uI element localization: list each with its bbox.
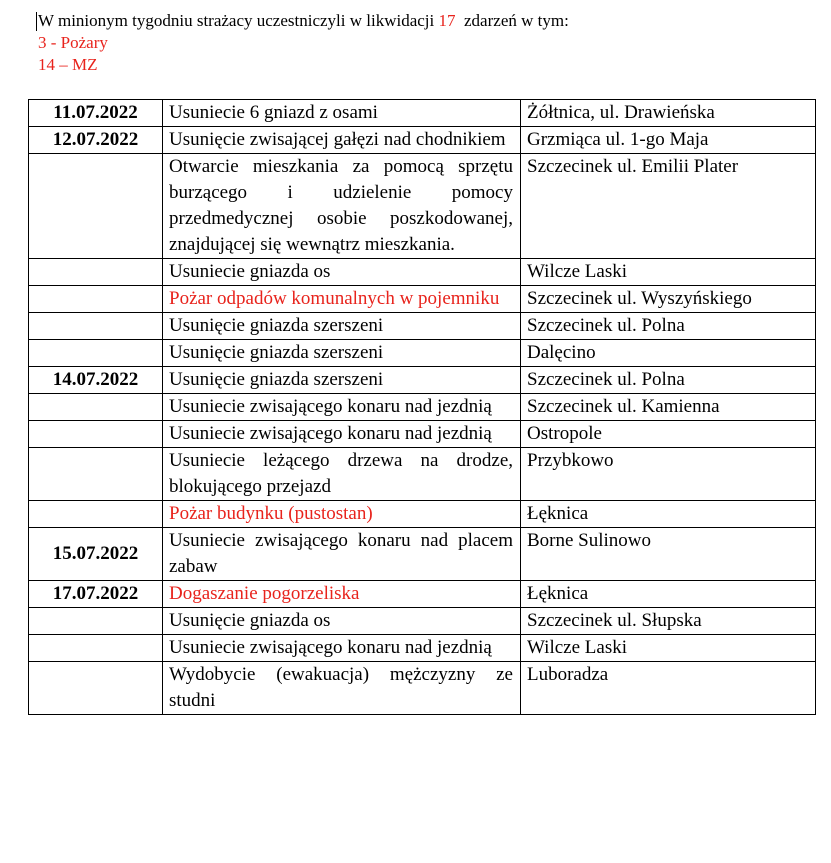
events-table [28,99,816,715]
event-date-cell: 17.07.2022 [29,581,163,608]
table-row [29,421,816,448]
text-cursor [36,12,37,31]
event-date-cell [29,662,163,715]
event-count: 17 [438,11,456,30]
event-location-cell: Szczecinek ul. Emilii Plater [521,154,816,259]
event-date-cell: 15.07.2022 [29,528,163,581]
table-row [29,100,816,127]
event-description-cell: Usuniecie zwisającego konaru nad placem zabaw [163,528,521,581]
event-location-cell: Grzmiąca ul. 1-go Maja [521,127,816,154]
event-location-cell: Wilcze Laski [521,635,816,662]
event-description-cell: Usunięcie gniazda os [163,608,521,635]
event-date-cell [29,394,163,421]
event-location-cell: Borne Sulinowo [521,528,816,581]
event-date-cell [29,501,163,528]
table-row [29,448,816,501]
table-row [29,367,816,394]
event-description-cell: Pożar odpadów komunalnych w pojemniku [163,286,521,313]
event-description-cell: Usunięcie gniazda szerszeni [163,340,521,367]
table-row [29,608,816,635]
intro-sentence [38,10,569,32]
event-description-cell: Usuniecie 6 gniazd z osami [163,100,521,127]
event-location-cell: Wilcze Laski [521,259,816,286]
table-row [29,662,816,715]
event-location-cell: Przybkowo [521,448,816,501]
event-location-cell: Dalęcino [521,340,816,367]
event-location-cell: Luboradza [521,662,816,715]
table-row [29,528,816,581]
event-date-cell [29,286,163,313]
event-date-cell [29,448,163,501]
event-date-cell [29,259,163,286]
table-row [29,127,816,154]
event-description-cell: Pożar budynku (pustostan) [163,501,521,528]
intro-text-before: W minionym tygodniu strażacy uczestniczyli w likwidacji [38,11,439,30]
intro-block [38,10,569,76]
fires-summary: 3 - Pożary [38,33,108,52]
event-description-cell: Usuniecie zwisającego konaru nad jezdnią [163,635,521,662]
table-row [29,501,816,528]
table-row [29,394,816,421]
table-row [29,259,816,286]
event-date-cell [29,313,163,340]
event-date-cell: 11.07.2022 [29,100,163,127]
events-table-body [29,100,816,715]
event-location-cell: Szczecinek ul. Kamienna [521,394,816,421]
event-location-cell: Łęknica [521,501,816,528]
event-description-cell: Usuniecie zwisającego konaru nad jezdnią [163,394,521,421]
event-description-cell: Usuniecie leżącego drzewa na drodze, blokującego przejazd [163,448,521,501]
table-row [29,581,816,608]
mz-summary: 14 – MZ [38,55,98,74]
event-location-cell: Szczecinek ul. Polna [521,367,816,394]
event-description-cell: Usunięcie gniazda szerszeni [163,367,521,394]
event-location-cell: Szczecinek ul. Słupska [521,608,816,635]
event-description-cell: Usuniecie gniazda os [163,259,521,286]
event-date-cell: 14.07.2022 [29,367,163,394]
event-date-cell [29,340,163,367]
event-description-cell: Wydobycie (ewakuacja) mężczyzny ze studni [163,662,521,715]
table-row [29,286,816,313]
event-date-cell [29,421,163,448]
table-row [29,635,816,662]
event-date-cell: 12.07.2022 [29,127,163,154]
event-location-cell: Łęknica [521,581,816,608]
event-description-cell: Otwarcie mieszkania za pomocą sprzętu burzącego i udzielenie pomocy przedmedycznej osobie poszkodowanej, znajdującej się wewnątrz mieszkania. [163,154,521,259]
event-description-cell: Dogaszanie pogorzeliska [163,581,521,608]
event-description-cell: Usunięcie zwisającej gałęzi nad chodnikiem [163,127,521,154]
event-location-cell: Szczecinek ul. Wyszyńskiego [521,286,816,313]
table-row [29,313,816,340]
event-location-cell: Żółtnica, ul. Drawieńska [521,100,816,127]
intro-text-after: zdarzeń w tym: [455,11,569,30]
table-row [29,340,816,367]
event-description-cell: Usuniecie zwisającego konaru nad jezdnią [163,421,521,448]
table-row [29,154,816,259]
event-location-cell: Szczecinek ul. Polna [521,313,816,340]
event-location-cell: Ostropole [521,421,816,448]
event-description-cell: Usunięcie gniazda szerszeni [163,313,521,340]
event-date-cell [29,608,163,635]
event-date-cell [29,154,163,259]
event-date-cell [29,635,163,662]
